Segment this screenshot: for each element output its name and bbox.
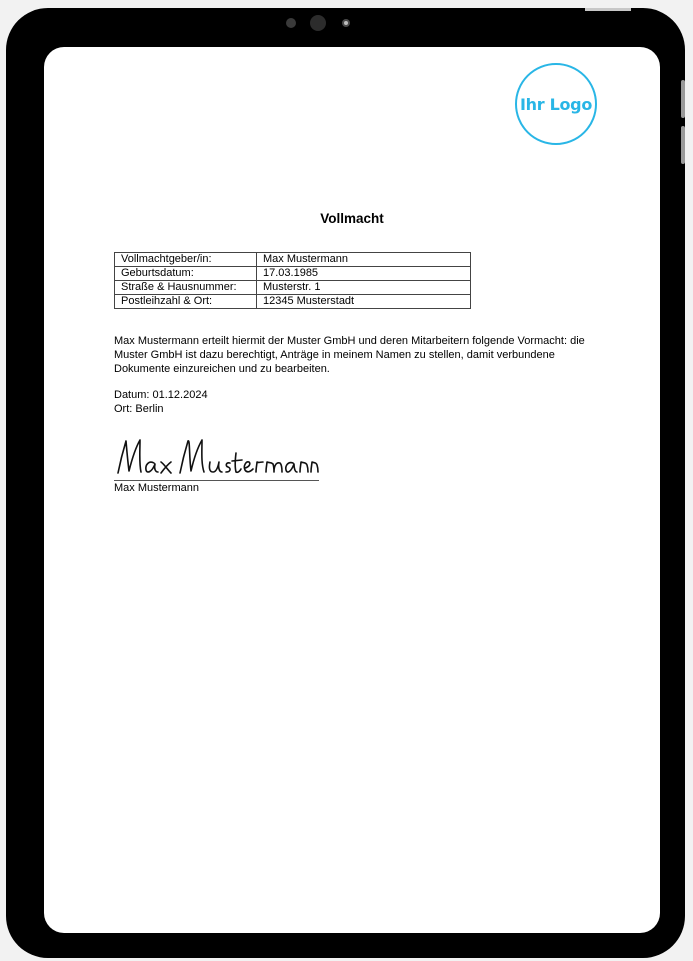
handwritten-signature — [114, 433, 319, 481]
table-row — [115, 253, 471, 267]
field-label: Straße & Hausnummer: — [115, 281, 257, 295]
sensor-right — [342, 19, 350, 27]
sensor-left — [286, 18, 296, 28]
table-row — [115, 295, 471, 309]
field-value: Musterstr. 1 — [257, 281, 471, 295]
company-logo — [515, 63, 597, 145]
volume-down-button — [681, 126, 685, 164]
tablet-frame — [6, 8, 685, 958]
place-line: Ort: Berlin — [114, 403, 164, 415]
logo-text: Ihr Logo — [519, 94, 593, 114]
document-title: Vollmacht — [320, 211, 384, 226]
signer-name: Max Mustermann — [114, 482, 199, 494]
date-line: Datum: 01.12.2024 — [114, 389, 208, 401]
camera-lens — [310, 15, 326, 31]
table-row — [115, 267, 471, 281]
table-row — [115, 281, 471, 295]
authorization-text: Max Mustermann erteilt hiermit der Muster GmbH und deren Mitarbeitern folgende Vormacht: die Muster GmbH ist dazu berechtigt, Anträge in meinem Namen zu stellen, damit verbundene Dokumente einzureichen und zu bearbeiten. — [114, 335, 585, 375]
field-value: 12345 Musterstadt — [257, 295, 471, 309]
document-screen — [44, 47, 660, 933]
field-label: Geburtsdatum: — [115, 267, 257, 281]
field-value: 17.03.1985 — [257, 267, 471, 281]
volume-up-button — [681, 80, 685, 118]
info-table — [114, 252, 471, 309]
signature-line — [114, 480, 319, 481]
field-value: Max Mustermann — [257, 253, 471, 267]
field-label: Vollmachtgeber/in: — [115, 253, 257, 267]
date-place-block — [114, 388, 208, 416]
field-label: Postleihzahl & Ort: — [115, 295, 257, 309]
top-button — [585, 8, 631, 11]
